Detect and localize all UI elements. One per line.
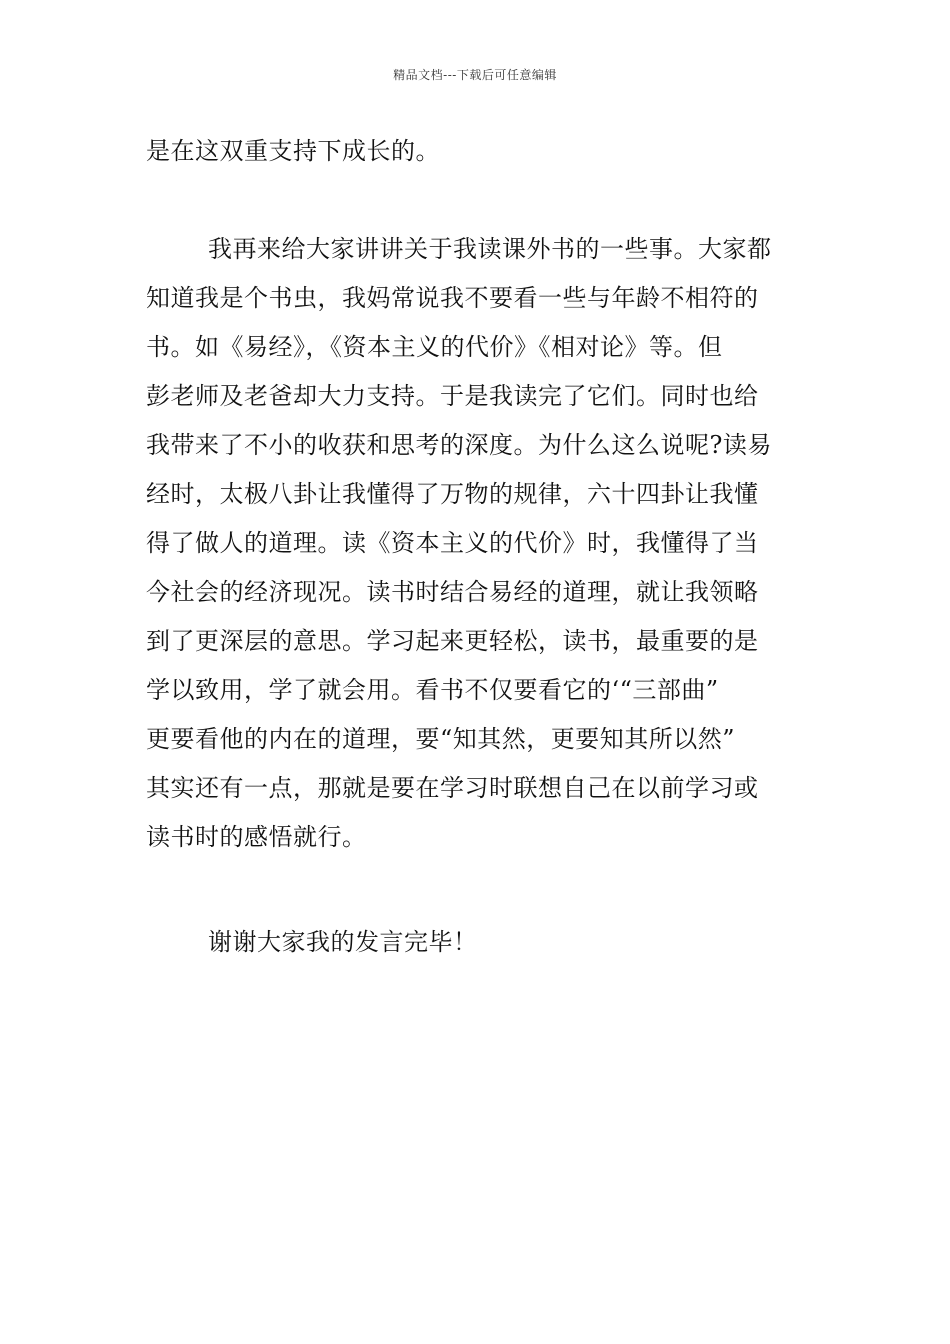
text-line: 其实还有一点，那就是要在学习时联想自己在以前学习或 xyxy=(146,774,759,802)
paragraph-continuation xyxy=(146,127,810,176)
text-line: 谢谢大家我的发言完毕！ xyxy=(208,928,478,956)
text-line: 到了更深层的意思。学习起来更轻松，读书，最重要的是 xyxy=(146,627,759,655)
text-line: 学以致用，学了就会用。看书不仅要看它的‘“三部曲” xyxy=(146,676,719,704)
text-line: 更要看他的内在的道理，要“知其然，更要知其所以然” xyxy=(146,725,736,753)
text-line: 读书时的感悟就行。 xyxy=(146,823,367,851)
paragraph-closing xyxy=(208,918,808,967)
text-line: 我再来给大家讲讲关于我读课外书的一些事。大家都 xyxy=(208,235,772,263)
paragraph-reading xyxy=(146,225,810,862)
text-line: 彭老师及老爸却大力支持。于是我读完了它们。同时也给 xyxy=(146,382,759,410)
text-line: 经时，太极八卦让我懂得了万物的规律，六十四卦让我懂 xyxy=(146,480,759,508)
text-line: 今社会的经济现况。读书时结合易经的道理，就让我领略 xyxy=(146,578,759,606)
text-line: 是在这双重支持下成长的。 xyxy=(146,137,440,165)
text-line: 书。如《易经》，《资本主义的代价》《相对论》等。但 xyxy=(146,333,723,361)
text-line: 得了做人的道理。读《资本主义的代价》时，我懂得了当 xyxy=(146,529,759,557)
text-line: 我带来了不小的收获和思考的深度。为什么这么说呢?读易 xyxy=(146,431,772,459)
text-line: 知道我是个书虫，我妈常说我不要看一些与年龄不相符的 xyxy=(146,284,759,312)
page-header: 精品文档---下载后可任意编辑 xyxy=(393,68,557,82)
